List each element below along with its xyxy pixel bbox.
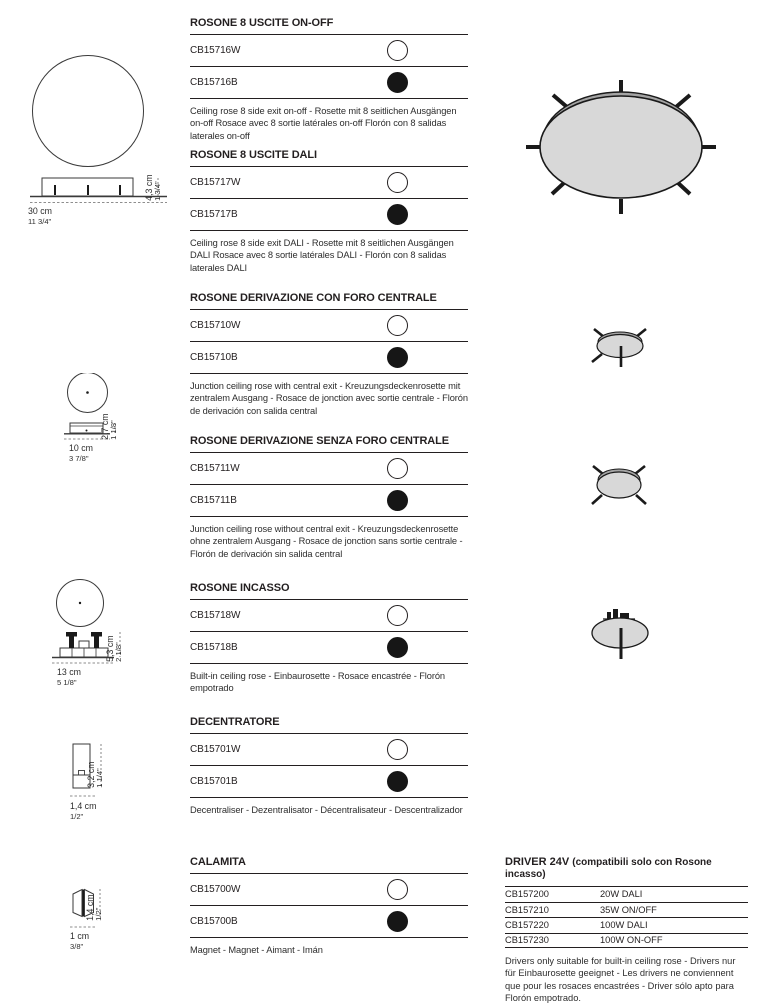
- driver-code: CB157220: [505, 920, 549, 931]
- width-cm: 30 cm: [28, 206, 52, 216]
- table-row: [190, 600, 468, 632]
- table-row: [190, 485, 468, 517]
- section-description: Junction ceiling rose with central exit - Kreuzungsdeckenrosette mit zentralem Ausgang - Rosace de jonction avec sortie centrale - Florón de derivación con salida central: [190, 381, 468, 416]
- section-description: Junction ceiling rose without central exit - Kreuzungsdeckenrosette ohne zentralem Ausgang - Rosace de jonction sans sortie centrale - Florón de derivación sin salida central: [190, 524, 463, 559]
- width-dimension-label: [57, 667, 81, 687]
- section-title: ROSONE DERIVAZIONE CON FORO CENTRALE: [190, 292, 468, 310]
- table-row: [190, 199, 468, 231]
- table-row: [190, 342, 468, 374]
- width-inches: 11 3/4": [28, 216, 52, 226]
- table-row: [505, 917, 748, 933]
- driver-power: 100W DALI: [600, 920, 648, 931]
- drawing-ceiling-rose-8-exits: [15, 55, 185, 235]
- height-inches: 1/2": [94, 907, 104, 921]
- driver-code: CB157210: [505, 904, 549, 915]
- driver-code: CB157230: [505, 935, 549, 946]
- swatch-black-icon: [387, 72, 408, 93]
- swatch-white-icon: [387, 40, 408, 61]
- ceiling-rose-8-exits-icon: [525, 78, 735, 223]
- product-code: CB15711W: [190, 463, 240, 474]
- product-code: CB15711B: [190, 495, 237, 506]
- table-row: [505, 886, 748, 902]
- section-rosone-derivazione-con-foro: [190, 292, 468, 417]
- width-dimension-label: [28, 206, 52, 226]
- product-code: CB15718B: [190, 642, 238, 653]
- height-dimension-label: [100, 413, 119, 439]
- section-rosone-incasso: [190, 582, 468, 695]
- width-cm: 1 cm: [70, 931, 90, 941]
- product-code: CB15701W: [190, 744, 241, 755]
- section-description: Ceiling rose 8 side exit on-off - Rosette mit 8 seitlichen Ausgängen on-off Rosace avec 8 sortie latérales on-off Florón con 8 salidas laterales on-off: [190, 106, 457, 141]
- table-row: [190, 453, 468, 485]
- section-title: DECENTRATORE: [190, 716, 468, 734]
- width-cm: 1,4 cm: [70, 801, 97, 811]
- width-inches: 3/8": [70, 941, 84, 951]
- drawing-magnet: [68, 885, 153, 960]
- section-rosone-derivazione-senza-foro: [190, 435, 468, 560]
- table-row: [190, 906, 468, 938]
- drawing-decentraliser: [68, 740, 153, 830]
- height-inches: 1 1/8": [109, 420, 119, 440]
- table-row: [190, 167, 468, 199]
- driver-24v-table: [505, 856, 748, 1004]
- section-description: Magnet - Magnet - Aimant - Imán: [190, 945, 323, 955]
- height-dimension-label: [144, 174, 163, 200]
- drawing-builtin-rose: [52, 578, 167, 693]
- width-cm: 13 cm: [57, 667, 81, 677]
- width-dimension-label: [70, 801, 96, 821]
- table-row: [190, 67, 468, 99]
- illustration-builtin-rose: [583, 598, 678, 663]
- swatch-black-icon: [387, 637, 408, 658]
- table-row: [190, 874, 468, 906]
- section-description: Ceiling rose 8 side exit DALI - Rosette mit 8 seitlichen Ausgängen DALI Rosace avec 8 sortie latérales DALI - Florón con 8 salidas laterales DALI: [190, 238, 454, 273]
- height-cm: 2,7 cm: [100, 413, 111, 440]
- magnet-drawing: [68, 885, 153, 935]
- width-inches: 3 7/8": [69, 453, 89, 463]
- section-title: ROSONE 8 USCITE DALI: [190, 149, 468, 167]
- section-decentratore: [190, 716, 468, 816]
- section-calamita: [190, 856, 468, 956]
- height-inches: 1 1/4": [95, 768, 105, 788]
- table-row: [505, 902, 748, 918]
- driver-table-title: [505, 856, 748, 886]
- driver-code: CB157200: [505, 889, 549, 900]
- product-code: CB15717B: [190, 209, 238, 220]
- swatch-black-icon: [387, 771, 408, 792]
- height-dimension-label: [86, 761, 105, 787]
- table-row: [505, 933, 748, 949]
- driver-power: 100W ON-OFF: [600, 935, 663, 946]
- swatch-black-icon: [387, 204, 408, 225]
- product-code: CB15710B: [190, 352, 238, 363]
- decentraliser-side-view-drawing: [68, 740, 153, 800]
- table-row: [190, 35, 468, 67]
- swatch-white-icon: [387, 172, 408, 193]
- section-title: ROSONE 8 USCITE ON-OFF: [190, 17, 468, 35]
- swatch-white-icon: [387, 458, 408, 479]
- table-row: [190, 310, 468, 342]
- product-code: CB15700W: [190, 884, 241, 895]
- driver-power: 20W DALI: [600, 889, 643, 900]
- junction-rose-no-central-exit-icon: [583, 453, 668, 513]
- swatch-white-icon: [387, 315, 408, 336]
- swatch-white-icon: [387, 739, 408, 760]
- swatch-black-icon: [387, 347, 408, 368]
- table-row: [190, 766, 468, 798]
- swatch-black-icon: [387, 911, 408, 932]
- illustration-junction-rose-central-exit: [583, 313, 668, 373]
- width-inches: 1/2": [70, 811, 84, 821]
- width-cm: 10 cm: [69, 443, 93, 453]
- drawing-junction-rose: [60, 373, 170, 473]
- product-code: CB15701B: [190, 776, 238, 787]
- driver-subtitle-text: (compatibili solo con Rosone incasso): [505, 857, 712, 880]
- width-inches: 5 1/8": [57, 677, 77, 687]
- swatch-white-icon: [387, 605, 408, 626]
- driver-power: 35W ON/OFF: [600, 904, 657, 915]
- product-code: CB15700B: [190, 916, 238, 927]
- section-description: Decentraliser - Dezentralisator - Décentralisateur - Descentralizador: [190, 805, 463, 815]
- product-code: CB15718W: [190, 610, 241, 621]
- illustration-junction-rose-no-central-exit: [583, 453, 668, 513]
- height-inches: 1 3/4": [153, 181, 163, 201]
- width-dimension-label: [69, 443, 93, 463]
- height-cm: 4,3 cm: [144, 174, 155, 201]
- height-cm: 1,4 cm: [85, 894, 96, 921]
- section-rosone-8-uscite-on-off: [190, 17, 468, 142]
- swatch-white-icon: [387, 879, 408, 900]
- section-title: CALAMITA: [190, 856, 468, 874]
- product-code: CB15717W: [190, 177, 241, 188]
- table-row: [190, 632, 468, 664]
- product-code: CB15716W: [190, 45, 241, 56]
- section-title: ROSONE DERIVAZIONE SENZA FORO CENTRALE: [190, 435, 468, 453]
- height-inches: 2 1/8": [114, 642, 124, 662]
- driver-title-text: DRIVER 24V: [505, 856, 570, 868]
- junction-rose-central-exit-icon: [583, 313, 668, 373]
- section-description: Built-in ceiling rose - Einbaurosette - Rosace encastrée - Florón empotrado: [190, 671, 445, 694]
- product-code: CB15716B: [190, 77, 238, 88]
- driver-note: Drivers only suitable for built-in ceiling rose - Drivers nur für Einbaurosette geeignet - Les drivers ne conviennent que pour les rosaces encastrées - Driver sólo apto para Florón empotrado.: [505, 956, 736, 1004]
- height-cm: 5,3 cm: [105, 635, 116, 662]
- illustration-ceiling-rose-8-exits: [525, 78, 735, 223]
- swatch-black-icon: [387, 490, 408, 511]
- height-cm: 3,2 cm: [86, 761, 97, 788]
- table-row: [190, 734, 468, 766]
- width-dimension-label: [70, 931, 89, 951]
- builtin-rose-icon: [583, 598, 678, 663]
- height-dimension-label: [105, 635, 124, 661]
- product-code: CB15710W: [190, 320, 241, 331]
- section-rosone-8-uscite-dali: [190, 149, 468, 274]
- height-dimension-label: [85, 894, 104, 920]
- section-title: ROSONE INCASSO: [190, 582, 468, 600]
